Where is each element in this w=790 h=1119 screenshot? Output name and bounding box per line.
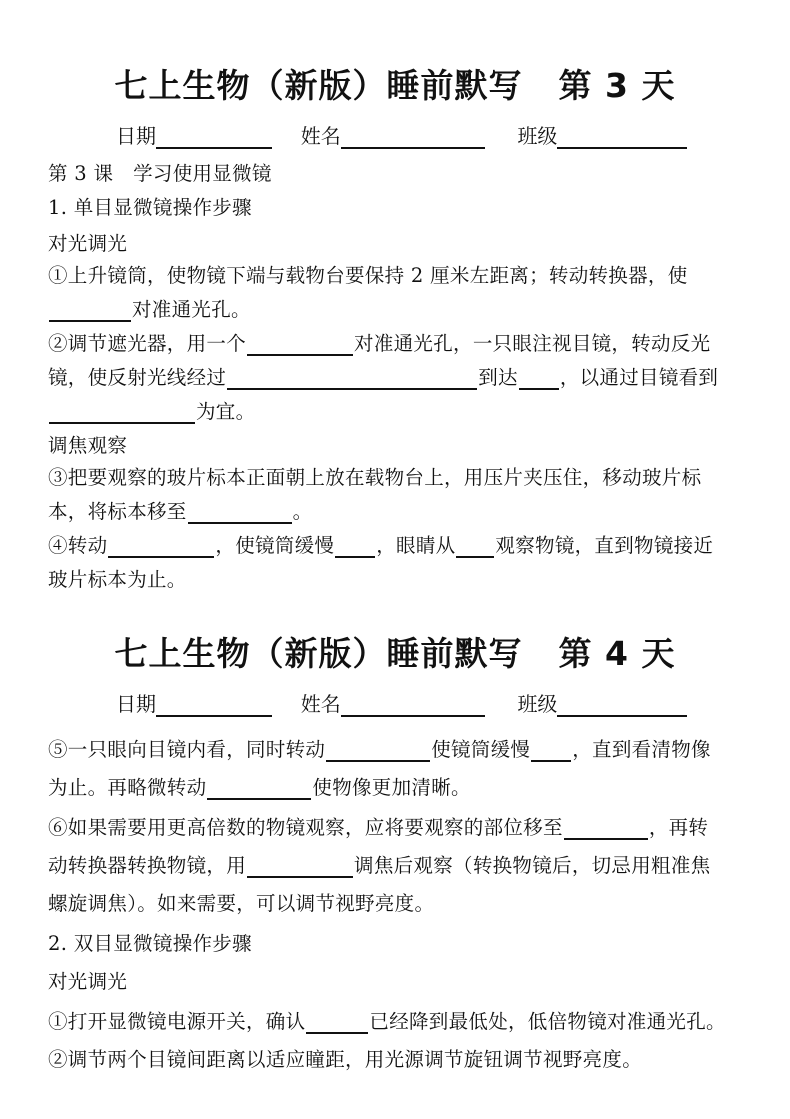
day3-title-main: 七上生物（新版）睡前默写 xyxy=(114,66,523,105)
day4-title xyxy=(0,628,790,675)
day4-title-day: 第 4 天 xyxy=(558,634,676,673)
q5-line-b: 为止。再略微转动 使物像更加清晰。 xyxy=(48,776,471,799)
q3-line-b: 本，将标本移至 。 xyxy=(48,500,313,523)
q6-line-c: 螺旋调焦）。如来需要，可以调节视野亮度。 xyxy=(48,892,435,915)
q2-line-c: 为宜。 xyxy=(48,396,255,424)
q6-blank-2[interactable] xyxy=(247,856,353,878)
lesson-heading: 第 3 课 学习使用显微镜 xyxy=(48,162,272,185)
q6-blank-1[interactable] xyxy=(564,818,648,840)
day4-info-row xyxy=(116,688,687,717)
section-heading-1: 1. 单目显微镜操作步骤 xyxy=(48,196,252,219)
q1-line-b: 对准通光孔。 xyxy=(48,294,251,322)
q1-blank[interactable] xyxy=(49,300,131,322)
day3-title xyxy=(0,60,790,107)
class-label: 班级 xyxy=(517,124,558,148)
q6-line-b: 动转换器转换物镜，用 调焦后观察（转换物镜后，切忌用粗准焦 xyxy=(48,854,711,877)
section-heading-2: 2. 双目显微镜操作步骤 xyxy=(48,932,252,955)
day3-info-row xyxy=(116,120,687,149)
date-blank[interactable] xyxy=(156,693,272,717)
subheading-light: 对光调光 xyxy=(48,232,128,255)
q2-blank-3[interactable] xyxy=(519,368,559,390)
q3-line-a: ③把要观察的玻片标本正面朝上放在载物台上，用压片夹压住，移动玻片标 xyxy=(48,466,702,489)
q4-blank-2[interactable] xyxy=(335,536,375,558)
q7-line: ①打开显微镜电源开关，确认 已经降到最低处，低倍物镜对准通光孔。 xyxy=(48,1010,726,1033)
class-blank[interactable] xyxy=(557,693,687,717)
q8-line: ②调节两个目镜间距离以适应瞳距，用光源调节旋钮调节视野亮度。 xyxy=(48,1048,643,1071)
day4-title-main: 七上生物（新版）睡前默写 xyxy=(114,634,523,673)
subheading-light-2: 对光调光 xyxy=(48,970,128,993)
q2-blank-2[interactable] xyxy=(227,368,477,390)
name-label: 姓名 xyxy=(300,124,341,148)
q7-blank[interactable] xyxy=(306,1012,368,1034)
subheading-focus: 调焦观察 xyxy=(48,434,128,457)
q5-blank-1[interactable] xyxy=(326,740,430,762)
q6-line-a: ⑥如果需要用更高倍数的物镜观察，应将要观察的部位移至 ，再转 xyxy=(48,816,709,839)
day3-title-day: 第 3 天 xyxy=(558,66,676,105)
name-blank[interactable] xyxy=(341,693,485,717)
q5-line-a: ⑤一只眼向目镜内看，同时转动 使镜筒缓慢 ，直到看清物像 xyxy=(48,738,711,761)
q4-line-b: 玻片标本为止。 xyxy=(48,568,187,591)
date-blank[interactable] xyxy=(156,125,272,149)
name-label: 姓名 xyxy=(300,692,341,716)
class-blank[interactable] xyxy=(557,125,687,149)
q5-blank-3[interactable] xyxy=(207,778,311,800)
q3-blank[interactable] xyxy=(188,502,292,524)
q5-blank-2[interactable] xyxy=(531,740,571,762)
class-label: 班级 xyxy=(517,692,558,716)
q2-blank-4[interactable] xyxy=(49,402,195,424)
q2-line-b: 镜，使反射光线经过 到达 ，以通过目镜看到 xyxy=(48,366,719,389)
q2-blank-1[interactable] xyxy=(247,334,353,356)
name-blank[interactable] xyxy=(341,125,485,149)
q4-line-a: ④转动 ，使镜筒缓慢 ，眼睛从 观察物镜，直到物镜接近 xyxy=(48,534,714,557)
date-label: 日期 xyxy=(116,692,156,716)
date-label: 日期 xyxy=(116,124,156,148)
q4-blank-1[interactable] xyxy=(108,536,214,558)
q1-line-a: ①上升镜筒，使物镜下端与载物台要保持 2 厘米左距离；转动转换器，使 xyxy=(48,264,688,287)
q2-line-a: ②调节遮光器，用一个 对准通光孔，一只眼注视目镜，转动反光 xyxy=(48,332,711,355)
q4-blank-3[interactable] xyxy=(456,536,494,558)
